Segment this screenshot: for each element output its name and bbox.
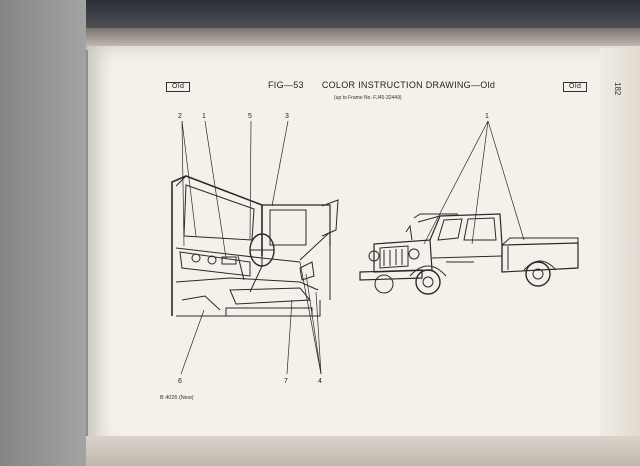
callout-4: 4 [318, 378, 322, 385]
pickup-truck-illustration [360, 214, 578, 294]
old-tag-left: Old [166, 82, 190, 92]
callout-5: 5 [248, 113, 252, 120]
callout-2: 2 [178, 113, 182, 120]
callout-6: 6 [178, 378, 182, 385]
callout-7: 7 [284, 378, 288, 385]
callout-3: 3 [285, 113, 289, 120]
callout-1-left: 1 [202, 113, 206, 120]
figure-label: FIG—53 [268, 80, 304, 90]
figure-subtitle: (up to Frame No. FJ45-32449) [334, 95, 402, 101]
footer-code: B 4026 (New) [160, 395, 194, 401]
cab-interior-illustration [172, 176, 338, 316]
figure-heading: COLOR INSTRUCTION DRAWING—Old [321, 80, 496, 90]
callout-leaders [181, 121, 524, 374]
callout-1-right: 1 [485, 113, 489, 120]
page-number: 182 [613, 82, 622, 96]
old-tag-right: Old [563, 82, 587, 92]
